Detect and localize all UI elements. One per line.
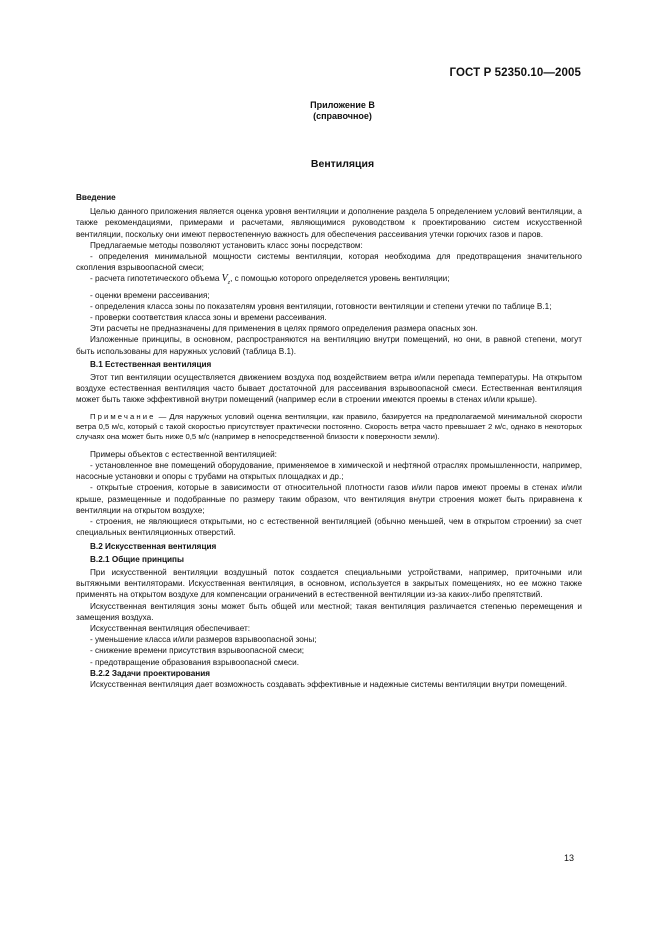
- annex-type: (справочное): [313, 111, 372, 121]
- b2-paragraph-3: Искусственная вентиляция обеспечивает:: [90, 623, 251, 633]
- intro-list-item-3: - оценки времени рассеивания;: [90, 290, 210, 300]
- intro-list-item-2-prefix: - расчета гипотетического объема: [90, 274, 220, 284]
- document-body: [76, 192, 582, 690]
- b2-list-item-3: - предотвращение образования взрывоопасной смеси.: [90, 657, 299, 667]
- intro-paragraph-2: Предлагаемые методы позволяют установить класс зоны посредством:: [90, 240, 363, 250]
- b2-2-heading: В.2.2 Задачи проектирования: [90, 668, 211, 678]
- intro-paragraph-3: Эти расчеты не предназначены для применения в целях прямого определения размера опасных зон.: [90, 324, 478, 334]
- b2-paragraph-1: При искусственной вентиляции воздушный поток создается специальными устройствами, например, приточными или вытяжными вентиляторами. Искусственная вентиляция, в основном, используется в закрытых помещениях, но ее можно также применять на открытом воздухе для компенсации ограничений в естественной вентиляции из-за каких-либо препятствий.: [76, 567, 582, 600]
- b1-list-item-2: - открытые строения, которые в зависимости от относительной плотности газов и/или паров имеют проемы в стенах и/или крыше, размещенные и подобранные по размеру таким образом, что вентиляция внутри строения может быть приравнена к вентиляции на открытом воздухе;: [76, 483, 582, 515]
- b1-paragraph-2: Примеры объектов с естественной вентиляцией:: [90, 449, 277, 459]
- volume-variable-symbol: V: [221, 273, 228, 285]
- b1-paragraph-1: Этот тип вентиляции осуществляется движением воздуха под воздействием ветра и/или перепада температуры. На открытом воздухе естественная вентиляция часто бывает достаточной для рассеивания взрывоопасной смеси. Естественная вентиляция может быть также эффективной внутри помещений (например если в строении имеются проемы в стенах и/или крыше).: [76, 373, 582, 405]
- volume-variable-subscript: z: [227, 280, 231, 287]
- intro-list-item-4: - определения класса зоны по показателям уровня вентиляции, готовности вентиляции и степени утечки по таблице В.1;: [90, 301, 552, 311]
- b2-1-heading: В.2.1 Общие принципы: [90, 554, 184, 564]
- b1-list-item-3: - строения, не являющиеся открытыми, но с естественной вентиляцией (обычно меньшей, чем в открытом строении) за счет специальных вентиляционных отверстий.: [76, 517, 582, 538]
- b1-list-item-1: - установленное вне помещений оборудование, применяемое в химической и нефтяной отраслях промышленности, например, насосные установки и опоры с трубами на открытых площадках и др.;: [76, 461, 582, 482]
- standard-number: ГОСТ Р 52350.10—2005: [449, 67, 581, 79]
- note-text: — Для наружных условий оценка вентиляции, как правило, базируется на предполагаемой минимальной скорости ветра 0,5 м/с, который с такой скоростью присутствует практически постоянно. Скорость ветра часто превышает 2 м/с, однако в некоторых случаях она может быть ниже 0,5 м/с (например в непосредственной близости к поверхности земли).: [76, 411, 582, 442]
- section-title: Вентиляция: [310, 158, 375, 170]
- intro-list-item-2-suffix: , с помощью которого определяется уровень вентиляции;: [230, 274, 450, 284]
- page-number: 13: [564, 853, 575, 863]
- b2-heading: В.2 Искусственная вентиляция: [90, 541, 217, 551]
- intro-heading: Введение: [76, 193, 116, 202]
- intro-list-item-2: [76, 273, 582, 289]
- intro-paragraph-4: Изложенные принципы, в основном, распространяются на вентиляцию внутри помещений, но они, в равной степени, могут быть использованы для наружных условий (таблица В.1).: [76, 335, 582, 356]
- intro-paragraph-1: Целью данного приложения является оценка уровня вентиляции и дополнение раздела 5 определением условий вентиляции, а также рекомендациями, примерами и расчетами, являющимися руководством к проектированию систем искусственной вентиляции, поскольку они имеют первостепенную важность для обеспечения рассеивания утечки горючих газов и паров.: [76, 207, 582, 239]
- b1-note: [76, 412, 582, 443]
- b2-list-item-2: - снижение времени присутствия взрывоопасной смеси;: [90, 646, 305, 656]
- note-label: Примечание: [90, 411, 156, 421]
- annex-header: [0, 100, 661, 122]
- b2-list-item-1: - уменьшение класса и/или размеров взрывоопасной зоны;: [90, 635, 317, 645]
- intro-list-item-1: - определения минимальной мощности системы вентиляции, которая необходима для предотвращения значительного скопления взрывоопасной смеси;: [76, 252, 582, 273]
- annex-title: Приложение В: [310, 100, 375, 110]
- b1-heading: В.1 Естественная вентиляция: [90, 359, 212, 369]
- intro-list-item-5: - проверки соответствия класса зоны и времени рассеивания.: [90, 313, 327, 323]
- b2-paragraph-2: Искусственная вентиляция зоны может быть общей или местной; такая вентиляция различается степенью перемещения и замещения воздуха.: [76, 601, 582, 622]
- volume-variable: [221, 273, 231, 287]
- b2-paragraph-4: Искусственная вентиляция дает возможность создавать эффективные и надежные системы вентиляции внутри помещений.: [90, 679, 567, 689]
